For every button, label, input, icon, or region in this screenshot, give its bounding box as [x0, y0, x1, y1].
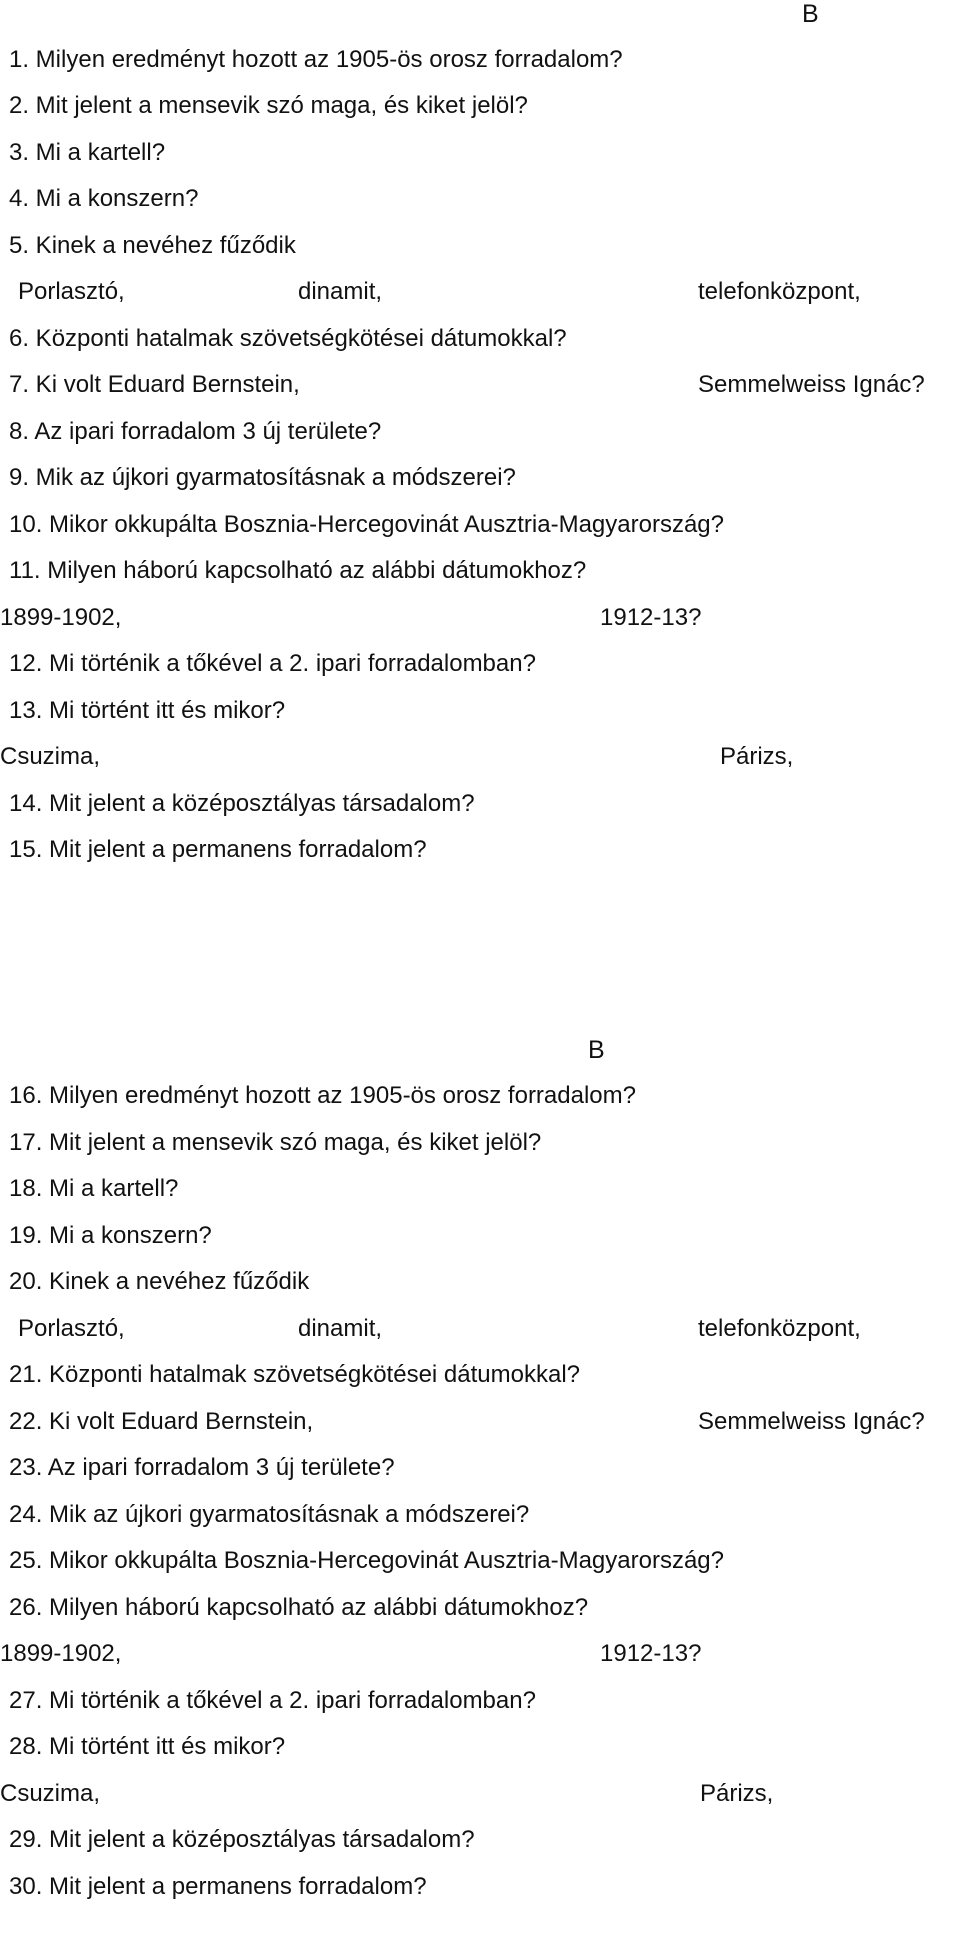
question-8: 8. Az ipari forradalom 3 új területe?: [9, 418, 382, 445]
question-23: 23. Az ipari forradalom 3 új területe?: [9, 1454, 395, 1481]
q5-item-porlaszto: Porlasztó,: [18, 278, 125, 305]
question-3: 3. Mi a kartell?: [9, 139, 166, 166]
question-6: 6. Központi hatalmak szövetségkötései dátumokkal?: [9, 325, 567, 352]
question-17: 17. Mit jelent a mensevik szó maga, és kiket jelöl?: [9, 1129, 542, 1156]
question-26: 26. Milyen háború kapcsolható az alábbi dátumokhoz?: [9, 1594, 589, 1621]
question-27: 27. Mi történik a tőkével a 2. ipari forradalomban?: [9, 1687, 536, 1714]
question-29: 29. Mit jelent a középosztályas társadalom?: [9, 1826, 475, 1853]
q22-extra: Semmelweiss Ignác?: [698, 1408, 925, 1435]
question-18: 18. Mi a kartell?: [9, 1175, 179, 1202]
q11-item-1: 1899-1902,: [0, 604, 122, 631]
q26-item-2: 1912-13?: [600, 1640, 702, 1667]
question-7: 7. Ki volt Eduard Bernstein,: [9, 371, 300, 398]
question-30: 30. Mit jelent a permanens forradalom?: [9, 1873, 427, 1900]
q5-item-dinamit: dinamit,: [298, 278, 383, 305]
question-2: 2. Mit jelent a mensevik szó maga, és kiket jelöl?: [9, 92, 528, 119]
q20-item-porlaszto: Porlasztó,: [18, 1315, 125, 1342]
question-14: 14. Mit jelent a középosztályas társadalom?: [9, 790, 475, 817]
question-5: 5. Kinek a nevéhez fűződik: [9, 232, 296, 259]
q11-item-2: 1912-13?: [600, 604, 702, 631]
q5-item-telefonkozpont: telefonközpont,: [698, 278, 861, 305]
question-25: 25. Mikor okkupálta Bosznia-Hercegovinát Ausztria-Magyarország?: [9, 1547, 724, 1574]
q20-item-dinamit: dinamit,: [298, 1315, 383, 1342]
q28-item-parizs: Párizs,: [700, 1780, 774, 1807]
question-19: 19. Mi a konszern?: [9, 1222, 212, 1249]
q13-item-csuzima: Csuzima,: [0, 743, 101, 770]
question-22: 22. Ki volt Eduard Bernstein,: [9, 1408, 314, 1435]
question-1: 1. Milyen eredményt hozott az 1905-ös orosz forradalom?: [9, 46, 623, 73]
question-12: 12. Mi történik a tőkével a 2. ipari forradalomban?: [9, 650, 536, 677]
question-4: 4. Mi a konszern?: [9, 185, 199, 212]
q28-item-csuzima: Csuzima,: [0, 1780, 101, 1807]
q26-item-1: 1899-1902,: [0, 1640, 122, 1667]
q7-extra: Semmelweiss Ignác?: [698, 371, 925, 398]
question-9: 9. Mik az újkori gyarmatosításnak a módszerei?: [9, 464, 516, 491]
question-13: 13. Mi történt itt és mikor?: [9, 697, 286, 724]
q13-item-parizs: Párizs,: [720, 743, 794, 770]
group-label-top: B: [802, 0, 819, 28]
group-label-middle: B: [588, 1036, 605, 1064]
question-21: 21. Központi hatalmak szövetségkötései dátumokkal?: [9, 1361, 580, 1388]
question-15: 15. Mit jelent a permanens forradalom?: [9, 836, 427, 863]
question-11: 11. Milyen háború kapcsolható az alábbi dátumokhoz?: [9, 557, 587, 584]
question-24: 24. Mik az újkori gyarmatosításnak a módszerei?: [9, 1501, 530, 1528]
q20-item-telefonkozpont: telefonközpont,: [698, 1315, 861, 1342]
question-28: 28. Mi történt itt és mikor?: [9, 1733, 286, 1760]
question-16: 16. Milyen eredményt hozott az 1905-ös orosz forradalom?: [9, 1082, 636, 1109]
question-10: 10. Mikor okkupálta Bosznia-Hercegovinát Ausztria-Magyarország?: [9, 511, 724, 538]
question-20: 20. Kinek a nevéhez fűződik: [9, 1268, 310, 1295]
